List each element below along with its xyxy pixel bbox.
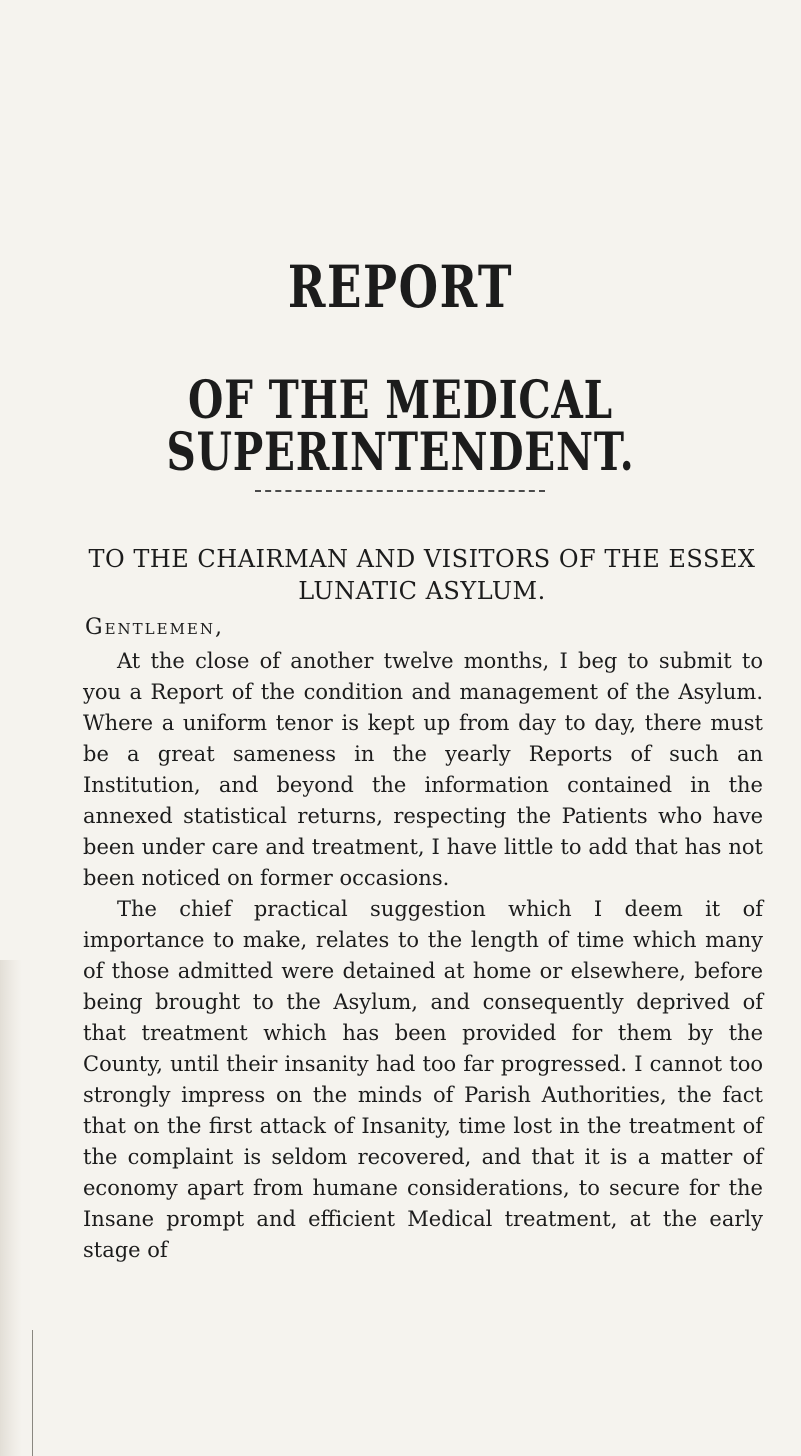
- report-body: [83, 646, 763, 1266]
- divider-rule: [255, 490, 545, 492]
- page-edge-line: [32, 1330, 33, 1456]
- report-subtitle: OF THE MEDICAL SUPERINTENDENT.: [166, 370, 635, 483]
- addressee-heading: TO THE CHAIRMAN AND VISITORS OF THE ESSEX LUNATIC ASYLUM.: [88, 545, 756, 605]
- paragraph-2: The chief practical suggestion which I deem it of importance to make, relates to the length of time which many of those admitted were detained at home or elsewhere, before being brought to the Asylum, and consequently deprived of that treatment which has been provided for them by the County, until their insanity had too far progressed. I cannot too strongly impress on the minds of Parish Authorities, the fact that on the first attack of Insanity, time lost in the treatment of the complaint is seldom recovered, and that it is a matter of economy apart from humane considerations, to secure for the Insane prompt and efficient Medical treatment, at the early stage of: [83, 897, 763, 1262]
- paragraph-1: At the close of another twelve months, I beg to submit to you a Report of the condition and management of the Asylum. Where a uniform tenor is kept up from day to day, there must be a great sameness in the yearly Reports of such an Institution, and beyond the information contained in the annexed statistical returns, respecting the Patients who have been under care and treatment, I have little to add that has not been noticed on former occasions.: [83, 649, 763, 890]
- report-title: REPORT: [287, 253, 514, 321]
- page-binding-edge: [0, 960, 22, 1456]
- salutation: Gentlemen,: [85, 615, 224, 640]
